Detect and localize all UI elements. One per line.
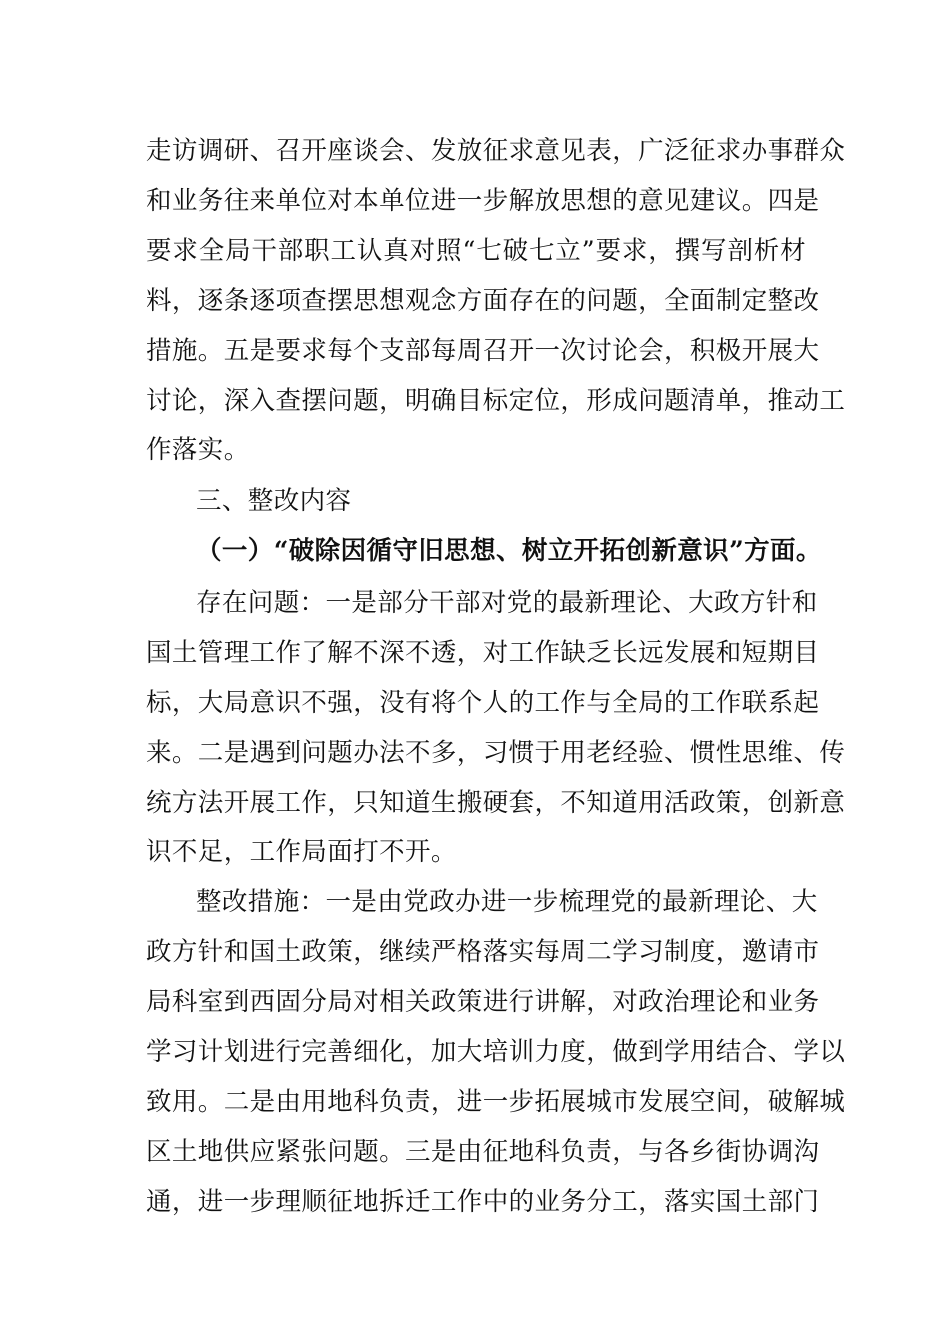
paragraph-3-line-7: 通，进一步理顺征地拆迁工作中的业务分工，落实国土部门	[146, 1187, 820, 1217]
paragraph-1-line-6: 讨论，深入查摆问题，明确目标定位，形成问题清单，推动工	[146, 386, 846, 416]
paragraph-2-line-2: 国土管理工作了解不深不透，对工作缺乏长远发展和短期目	[146, 638, 820, 668]
paragraph-3-line-1: 整改措施：一是由党政办进一步梳理党的最新理论、大	[196, 887, 818, 917]
paragraph-2-line-3: 标，大局意识不强，没有将个人的工作与全局的工作联系起	[146, 688, 820, 718]
paragraph-1-line-1: 走访调研、召开座谈会、发放征求意见表，广泛征求办事群众	[146, 136, 846, 166]
paragraph-1-line-2: 和业务往来单位对本单位进一步解放思想的意见建议。四是	[146, 186, 820, 216]
paragraph-3-line-2: 政方针和国土政策，继续严格落实每周二学习制度，邀请市	[146, 937, 820, 967]
paragraph-3-line-6: 区土地供应紧张问题。三是由征地科负责，与各乡街协调沟	[146, 1137, 820, 1167]
section-heading: 三、整改内容	[196, 486, 352, 516]
paragraph-3-line-5: 致用。二是由用地科负责，进一步拓展城市发展空间，破解城	[146, 1087, 846, 1117]
paragraph-2-line-5: 统方法开展工作，只知道生搬硬套，不知道用活政策，创新意	[146, 788, 846, 818]
paragraph-3-line-3: 局科室到西固分局对相关政策进行讲解，对政治理论和业务	[146, 987, 820, 1017]
paragraph-2-line-1: 存在问题：一是部分干部对党的最新理论、大政方针和	[196, 588, 818, 618]
paragraph-2-line-4: 来。二是遇到问题办法不多，习惯于用老经验、惯性思维、传	[146, 738, 846, 768]
paragraph-1-line-5: 措施。五是要求每个支部每周召开一次讨论会，积极开展大	[146, 336, 820, 366]
paragraph-2-line-6: 识不足，工作局面打不开。	[146, 837, 457, 867]
paragraph-1-line-3: 要求全局干部职工认真对照“七破七立”要求，撰写剖析材	[146, 236, 806, 266]
subsection-heading: （一）“破除因循守旧思想、树立开拓创新意识”方面。	[196, 536, 822, 566]
paragraph-3-line-4: 学习计划进行完善细化，加大培训力度，做到学用结合、学以	[146, 1037, 846, 1067]
paragraph-1-line-7: 作落实。	[146, 435, 250, 465]
paragraph-1-line-4: 料，逐条逐项查摆思想观念方面存在的问题，全面制定整改	[146, 286, 820, 316]
